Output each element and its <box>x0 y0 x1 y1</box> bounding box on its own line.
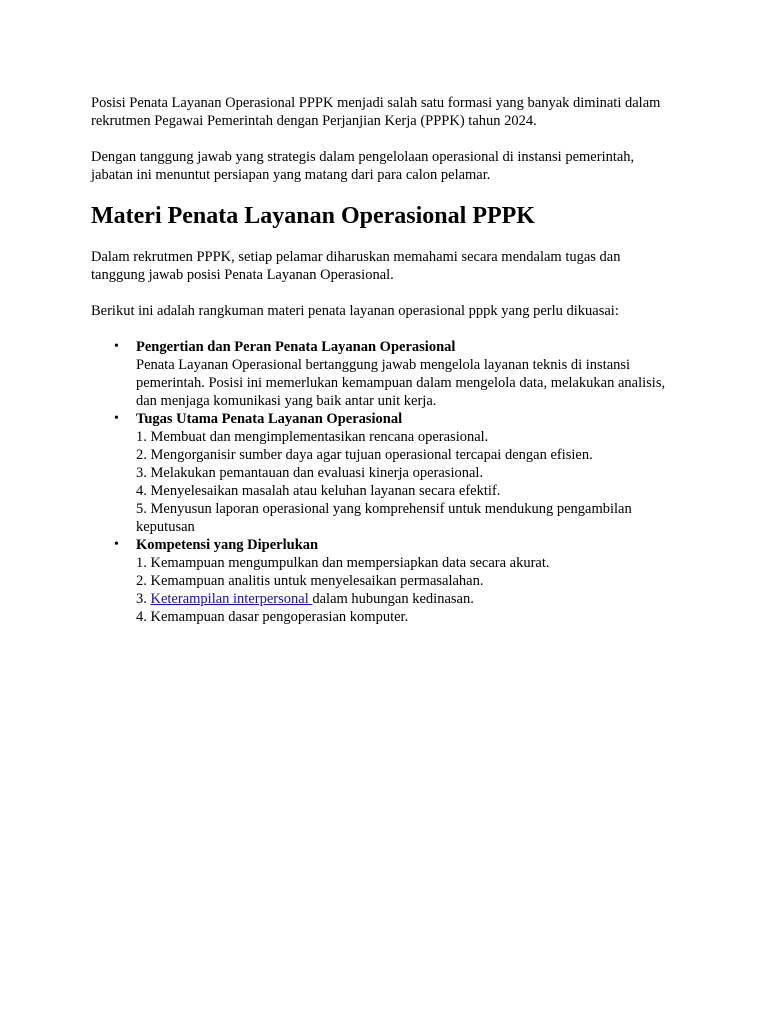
list-item-kompetensi <box>114 536 671 626</box>
list-item-line: 1. Kemampuan mengumpulkan dan mempersiapkan data secara akurat. <box>136 555 550 571</box>
list-item-line: 2. Mengorganisir sumber daya agar tujuan operasional tercapai dengan efisien. <box>136 447 593 463</box>
list-item-title: Kompetensi yang Diperlukan <box>136 537 319 553</box>
intro-paragraph-2: Dengan tanggung jawab yang strategis dalam pengelolaan operasional di instansi pemerintah, jabatan ini menuntut persiapan yang matang dari para calon pelamar. <box>91 149 635 183</box>
list-item-line: 3. Melakukan pemantauan dan evaluasi kinerja operasional. <box>136 465 484 481</box>
list-item-line: 5. Menyusun laporan operasional yang komprehensif untuk mendukung pengambilan keputusan <box>136 501 632 535</box>
bullet-icon: • <box>114 411 119 426</box>
keterampilan-interpersonal-link[interactable]: Keterampilan interpersonal <box>150 591 313 607</box>
list-item-title: Pengertian dan Peran Penata Layanan Operasional <box>136 339 456 355</box>
bullet-icon: • <box>114 537 119 552</box>
list-item-pengertian <box>114 338 671 410</box>
section-paragraph-2: Berikut ini adalah rangkuman materi penata layanan operasional pppk yang perlu dikuasai: <box>91 303 619 319</box>
line-prefix: 3. <box>136 591 151 607</box>
list-item-title: Tugas Utama Penata Layanan Operasional <box>136 411 403 427</box>
document-page <box>91 94 671 626</box>
section-heading: Materi Penata Layanan Operasional PPPK <box>91 203 535 229</box>
materi-list <box>91 338 671 626</box>
section-paragraph-1: Dalam rekrutmen PPPK, setiap pelamar diharuskan memahami secara mendalam tugas dan tanggung jawab posisi Penata Layanan Operasional. <box>91 249 621 283</box>
line-suffix: dalam hubungan kedinasan. <box>312 591 474 607</box>
list-item-line: 2. Kemampuan analitis untuk menyelesaikan permasalahan. <box>136 573 484 589</box>
intro-paragraph-1: Posisi Penata Layanan Operasional PPPK menjadi salah satu formasi yang banyak diminati dalam rekrutmen Pegawai Pemerintah dengan Perjanjian Kerja (PPPK) tahun 2024. <box>91 95 661 129</box>
list-item-line-with-link <box>136 590 671 608</box>
list-item-line: 1. Membuat dan mengimplementasikan rencana operasional. <box>136 429 489 445</box>
list-item-tugas-utama <box>114 410 671 536</box>
list-item-line: 4. Kemampuan dasar pengoperasian komputer. <box>136 609 409 625</box>
list-item-description: Penata Layanan Operasional bertanggung jawab mengelola layanan teknis di instansi pemerintah. Posisi ini memerlukan kemampuan dalam mengelola data, melakukan analisis, dan menjaga komunikasi yang baik antar unit kerja. <box>136 357 666 409</box>
bullet-icon: • <box>114 339 119 354</box>
list-item-line: 4. Menyelesaikan masalah atau keluhan layanan secara efektif. <box>136 483 501 499</box>
